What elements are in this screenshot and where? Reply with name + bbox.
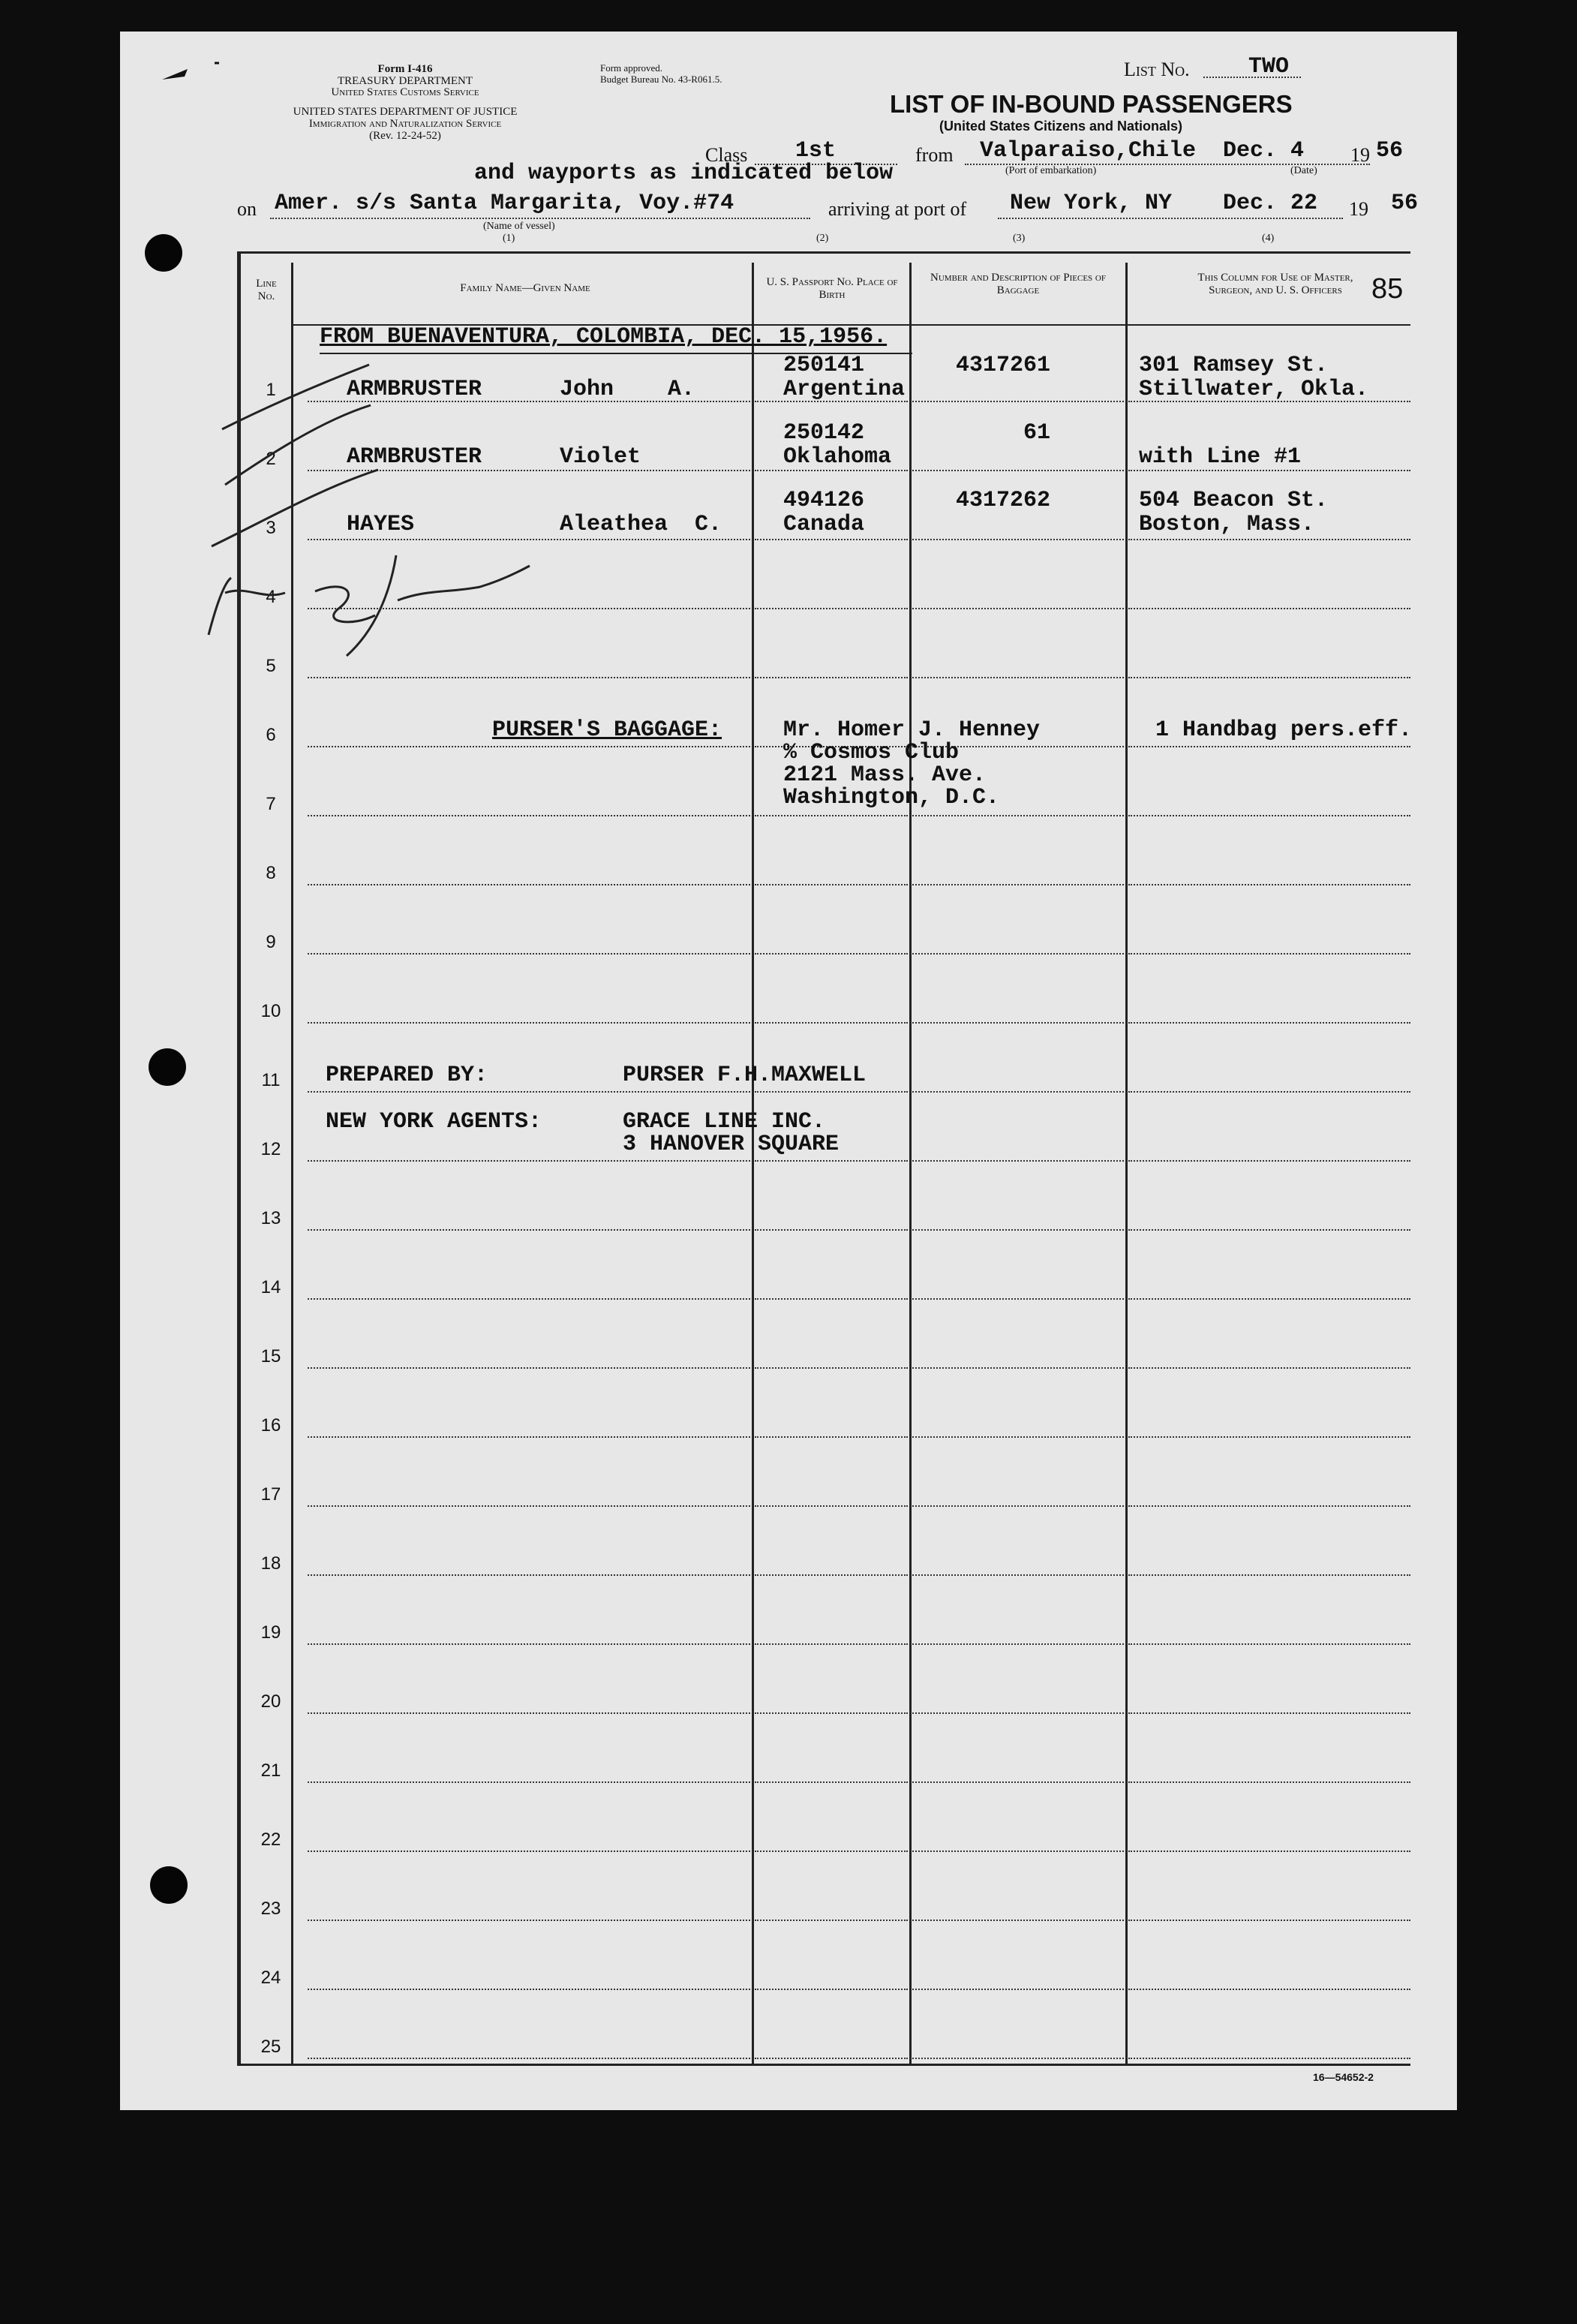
prepared-by-value: PURSER F.H.MAXWELL — [623, 1063, 867, 1088]
baggage-description: 4317261 — [956, 353, 1051, 378]
class-value: 1st — [795, 138, 837, 164]
budget-bureau: Budget Bureau No. 43-R061.5. — [600, 74, 722, 85]
line-number: 3 — [266, 518, 276, 538]
caption-4: (4) — [1262, 233, 1275, 244]
line-number: 1 — [266, 380, 276, 400]
line-number: 13 — [260, 1208, 281, 1228]
line-number: 16 — [260, 1415, 281, 1436]
vessel-name: Amer. s/s Santa Margarita, Voy.#74 — [275, 191, 734, 216]
line-number: 24 — [260, 1968, 281, 1988]
line-number: 17 — [260, 1484, 281, 1505]
line-number: 7 — [266, 794, 276, 814]
line-number: 14 — [260, 1277, 281, 1297]
place-of-birth: Canada — [783, 512, 865, 537]
officer-remark: 301 Ramsey St. — [1139, 353, 1329, 378]
purser-baggage-remark: 1 Handbag pers.eff. — [1155, 717, 1413, 743]
line-number: 25 — [260, 2037, 281, 2057]
col-header-officers: This Column for Use of Master, Surgeon, and U. S. Officers — [1197, 272, 1353, 296]
embarkation-date: Dec. 4 — [1223, 138, 1305, 164]
page-title: LIST OF IN-BOUND PASSENGERS — [890, 90, 1293, 118]
port-embarkation-caption: (Port of embarkation) — [1005, 165, 1097, 176]
year-suffix-2: 56 — [1391, 191, 1419, 216]
line-number: 18 — [260, 1553, 281, 1574]
on-label: on — [237, 198, 257, 220]
line-number: 20 — [260, 1691, 281, 1712]
family-name: ARMBRUSTER — [347, 444, 482, 470]
form-number: Form I-416 — [377, 63, 433, 75]
arrival-date: Dec. 22 — [1223, 191, 1318, 216]
from-label: from — [915, 144, 954, 166]
date-caption: (Date) — [1290, 165, 1317, 176]
year-prefix-2: 19 — [1349, 198, 1368, 220]
line-number: 12 — [260, 1139, 281, 1159]
family-name: ARMBRUSTER — [347, 377, 482, 402]
caption-2: (2) — [816, 233, 829, 244]
officer-remark: with Line #1 — [1139, 444, 1302, 470]
purser-address-line: 2121 Mass. Ave. — [783, 762, 987, 788]
class-label: Class — [705, 144, 748, 166]
form-justice: UNITED STATES DEPARTMENT OF JUSTICE — [293, 106, 518, 118]
passport-number: 250141 — [783, 353, 865, 378]
wayports-note: and wayports as indicated below — [474, 161, 894, 186]
line-number: 10 — [260, 1001, 281, 1021]
arriving-label: arriving at port of — [828, 198, 967, 220]
section-heading: FROM BUENAVENTURA, COLOMBIA, DEC. 15,1956. — [320, 324, 888, 350]
port-of-embarkation: Valparaiso,Chile — [980, 138, 1197, 164]
print-code: 16—54652-2 — [1313, 2071, 1374, 2083]
line-number: 4 — [266, 587, 276, 607]
list-no-label: List No. — [1124, 59, 1190, 80]
baggage-description: 4317262 — [956, 488, 1051, 513]
officer-remark-line2: Stillwater, Okla. — [1139, 377, 1369, 402]
line-number: 6 — [266, 725, 276, 745]
arrival-port: New York, NY — [1010, 191, 1173, 216]
family-name: HAYES — [347, 512, 415, 537]
line-number: 11 — [261, 1070, 281, 1090]
given-name: Aleathea C. — [560, 512, 722, 537]
purser-address-line: % Cosmos Club — [783, 740, 960, 765]
form-ins: Immigration and Naturalization Service — [308, 118, 502, 130]
agents-name: GRACE LINE INC. — [623, 1109, 826, 1135]
line-number: 2 — [266, 449, 276, 469]
page-subtitle: (United States Citizens and Nationals) — [939, 119, 1183, 134]
line-number: 8 — [266, 863, 276, 883]
line-number: 9 — [266, 932, 276, 952]
form-service: United States Customs Service — [331, 86, 479, 98]
form-dept: TREASURY DEPARTMENT — [337, 75, 473, 87]
col-header-passport: U. S. Passport No. Place of Birth — [766, 276, 898, 301]
line-number: 21 — [260, 1760, 281, 1781]
caption-3: (3) — [1013, 233, 1026, 244]
line-number: 15 — [260, 1346, 281, 1366]
col-header-baggage: Number and Description of Pieces of Baggage — [930, 272, 1106, 296]
form-revision: (Rev. 12-24-52) — [369, 130, 441, 142]
line-number: 23 — [260, 1899, 281, 1919]
col-header-line-no: Line No. — [256, 278, 277, 302]
year-prefix-1: 19 — [1350, 144, 1370, 166]
caption-1: (1) — [503, 233, 515, 244]
passport-number: 250142 — [783, 420, 865, 446]
purser-baggage-label: PURSER'S BAGGAGE: — [492, 717, 722, 743]
place-of-birth: Oklahoma — [783, 444, 892, 470]
col-header-name: Family Name—Given Name — [460, 282, 590, 294]
baggage-description: 61 — [1023, 420, 1051, 446]
list-no-value: TWO — [1248, 54, 1290, 80]
place-of-birth: Argentina — [783, 377, 906, 402]
purser-address-line: Washington, D.C. — [783, 785, 1000, 810]
year-suffix-1: 56 — [1376, 138, 1404, 164]
line-number: 22 — [260, 1829, 281, 1850]
passport-number: 494126 — [783, 488, 865, 513]
line-number: 19 — [260, 1622, 281, 1643]
page-number: 85 — [1371, 273, 1404, 305]
officer-remark-line2: Boston, Mass. — [1139, 512, 1315, 537]
prepared-by-label: PREPARED BY: — [326, 1063, 488, 1088]
vessel-caption: (Name of vessel) — [483, 221, 555, 232]
purser-address-line: Mr. Homer J. Henney — [783, 717, 1041, 743]
agents-address: 3 HANOVER SQUARE — [623, 1132, 840, 1157]
officer-remark: 504 Beacon St. — [1139, 488, 1329, 513]
form-approved: Form approved. — [600, 62, 663, 74]
line-number: 5 — [266, 656, 276, 676]
given-name: John A. — [560, 377, 695, 402]
given-name: Violet — [560, 444, 641, 470]
agents-label: NEW YORK AGENTS: — [326, 1109, 542, 1135]
